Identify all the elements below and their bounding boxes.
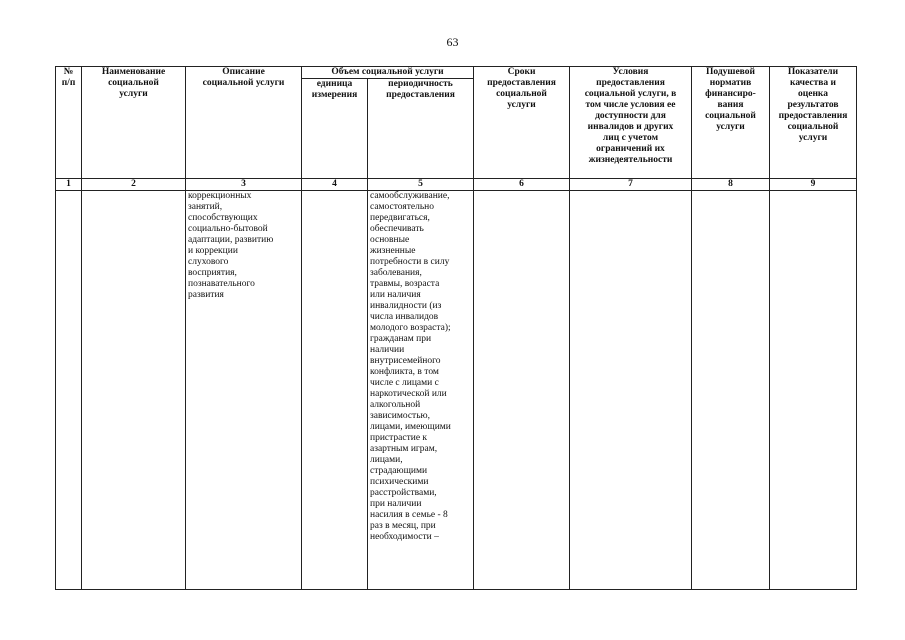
- column-number: 8: [692, 179, 770, 191]
- header-funding-norm: Подушевой норматив финансиро- вания социальной услуги: [692, 67, 770, 179]
- cell-terms: [474, 191, 570, 590]
- periodicity-text: самообслуживание, самостоятельно передвигаться, обеспечивать основные жизненные потребности в силу заболевания, травмы, возраста или наличия инвалидности (из числа инвалидов молодого возраста); гражданам при наличии внутрисемейного конфликта, в том числе с лицами с наркотической или алкогольной зависимостью, лицами, имеющими пристрастие к азартным играм, лицами, страдающими психическими расстройствами, при наличии насилия в семье - 8 раз в месяц, при необходимости –: [370, 191, 451, 542]
- header-service-name: Наименование социальной услуги: [82, 67, 186, 179]
- header-row-top: [56, 67, 857, 79]
- header-service-volume: Объем социальной услуги: [302, 67, 474, 79]
- cell-conditions: [570, 191, 692, 590]
- header-service-conditions: Условия предоставления социальной услуги, в том числе условия ее доступности для инвалидов и других лиц с учетом ограничений их жизнедеятельности: [570, 67, 692, 179]
- cell-funding-norm: [692, 191, 770, 590]
- page-number: 63: [446, 35, 459, 49]
- header-periodicity: периодичность предоставления: [368, 79, 474, 179]
- column-number: 4: [302, 179, 368, 191]
- column-number: 7: [570, 179, 692, 191]
- header-unit: единица измерения: [302, 79, 368, 179]
- column-number: 5: [368, 179, 474, 191]
- cell-unit: [302, 191, 368, 590]
- cell-number: [56, 191, 82, 590]
- column-number: 1: [56, 179, 82, 191]
- header-quality-indicators: Показатели качества и оценка результатов предоставления социальной услуги: [770, 67, 857, 179]
- header-number: № п/п: [56, 67, 82, 179]
- column-number-row: [56, 179, 857, 191]
- column-number: 6: [474, 179, 570, 191]
- column-number: 2: [82, 179, 186, 191]
- cell-quality-indicators: [770, 191, 857, 590]
- service-description-text: коррекционных занятий, способствующих социально-бытовой адаптации, развитию и коррекции слухового восприятия, познавательного развития: [188, 191, 274, 300]
- header-service-description: Описание социальной услуги: [186, 67, 302, 179]
- social-services-table: [55, 66, 857, 590]
- table-row: [56, 191, 857, 590]
- cell-service-name: [82, 191, 186, 590]
- cell-periodicity: [368, 191, 474, 590]
- column-number: 3: [186, 179, 302, 191]
- header-service-terms: Сроки предоставления социальной услуги: [474, 67, 570, 179]
- column-number: 9: [770, 179, 857, 191]
- cell-service-description: [186, 191, 302, 590]
